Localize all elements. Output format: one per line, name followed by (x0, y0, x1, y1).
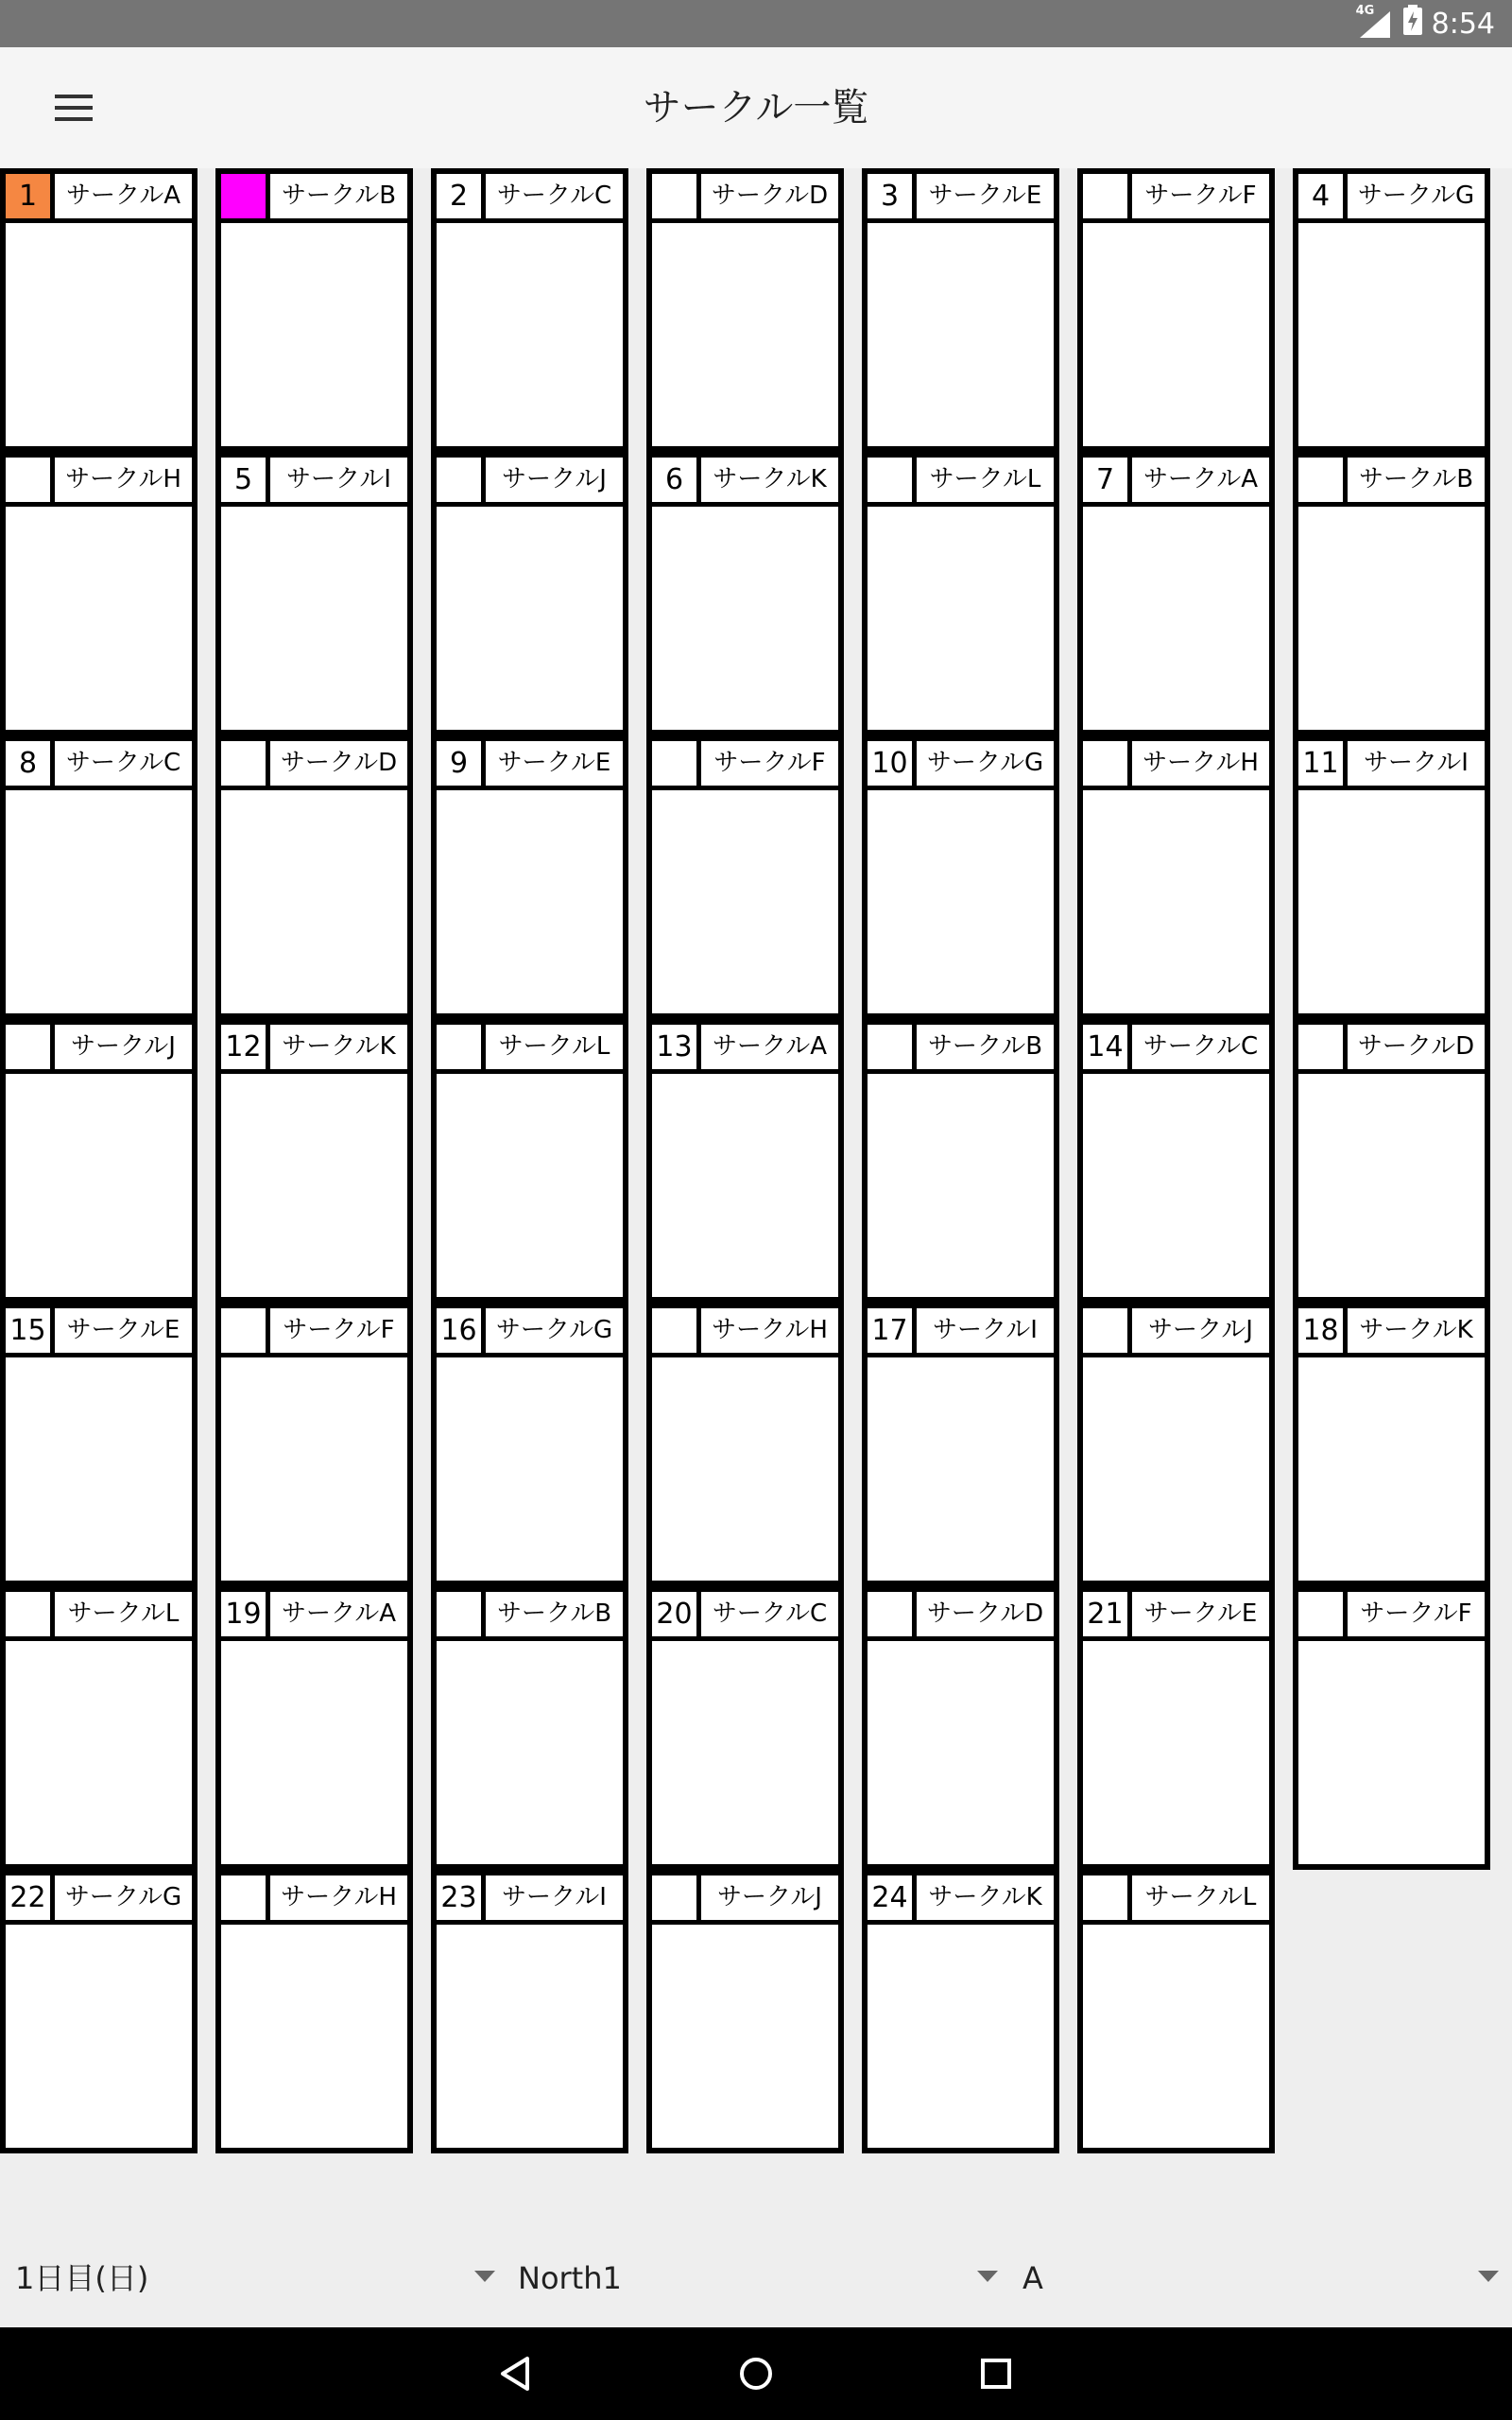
circle-card[interactable] (215, 1870, 413, 2153)
circle-number (868, 1025, 917, 1069)
circle-number (1083, 174, 1132, 218)
network-type-label: 4G (1355, 4, 1375, 18)
circle-name: サークルK (282, 1032, 396, 1061)
circle-card[interactable] (431, 1019, 628, 1303)
battery-charging-icon (1403, 5, 1422, 43)
circle-name: サークルG (1357, 182, 1475, 210)
circle-number (6, 458, 55, 502)
circle-number (868, 1592, 917, 1636)
circle-name: サークルD (1357, 1032, 1475, 1061)
circle-card-header (437, 1308, 623, 1357)
circle-card-header (1298, 741, 1485, 790)
circle-name: サークルH (712, 1316, 828, 1344)
circle-name: サークルE (928, 182, 1042, 210)
circle-card[interactable] (0, 1019, 198, 1303)
circle-number: 6 (652, 458, 701, 502)
circle-name: サークルA (65, 182, 180, 210)
circle-card-header (652, 1025, 838, 1074)
circle-number (868, 458, 917, 502)
circle-card-header (1298, 1025, 1485, 1074)
circle-card[interactable] (646, 1870, 844, 2153)
circle-name: サークルH (65, 465, 181, 493)
status-icons (1356, 0, 1495, 47)
circle-number: 3 (868, 174, 917, 218)
circle-card[interactable] (1077, 1303, 1275, 1586)
circle-number: 2 (437, 174, 486, 218)
circle-card-header (652, 174, 838, 223)
day-spinner-value: 1日目(日) (15, 2260, 149, 2296)
circle-name: サークルH (1143, 749, 1259, 777)
circle-card-header (437, 741, 623, 790)
circle-card-header (6, 741, 192, 790)
circle-card[interactable] (862, 1586, 1059, 1870)
circle-card[interactable] (1077, 1019, 1275, 1303)
circle-card[interactable] (862, 452, 1059, 735)
circle-card-header (6, 174, 192, 223)
circle-name: サークルD (280, 749, 398, 777)
circle-card-header (1083, 1025, 1269, 1074)
circle-card[interactable] (431, 1586, 628, 1870)
hamburger-menu-icon (55, 94, 93, 122)
circle-card[interactable] (1077, 452, 1275, 735)
circle-card-header (868, 174, 1054, 223)
circle-card[interactable] (0, 1870, 198, 2153)
circle-number (221, 1308, 270, 1353)
circle-name: サークルI (933, 1316, 1038, 1344)
circle-card[interactable] (215, 735, 413, 1019)
circle-card-header (221, 174, 407, 223)
home-button[interactable] (728, 2345, 784, 2402)
circle-card[interactable] (1293, 735, 1490, 1019)
circle-card[interactable] (1293, 168, 1490, 452)
page-title: サークル一覧 (643, 86, 869, 130)
circle-card-header (221, 1592, 407, 1641)
circle-card-header (437, 1592, 623, 1641)
circle-number: 1 (6, 174, 55, 218)
circle-card[interactable] (862, 1303, 1059, 1586)
circle-card-header (1083, 458, 1269, 507)
circle-card[interactable] (646, 735, 844, 1019)
circle-name: サークルD (711, 182, 829, 210)
circle-name: サークルA (712, 1032, 827, 1061)
circle-card[interactable] (431, 452, 628, 735)
status-bar (0, 0, 1512, 47)
circle-number (652, 1308, 701, 1353)
circle-card[interactable] (215, 1586, 413, 1870)
circle-number (437, 1025, 486, 1069)
circle-card-header (868, 458, 1054, 507)
circle-number: 24 (868, 1876, 917, 1920)
app-bar (0, 47, 1512, 168)
back-triangle-icon (497, 2355, 535, 2393)
circle-name: サークルA (281, 1599, 396, 1628)
circle-name: サークルB (927, 1032, 1043, 1061)
circle-card[interactable] (1077, 168, 1275, 452)
circle-name: サークルI (1364, 749, 1469, 777)
circle-card[interactable] (431, 1870, 628, 2153)
circle-number (1083, 741, 1132, 786)
circle-card[interactable] (215, 1019, 413, 1303)
circle-card-header (652, 1876, 838, 1925)
circle-name: サークルK (928, 1883, 1042, 1911)
circle-number: 5 (221, 458, 270, 502)
circle-card[interactable] (646, 168, 844, 452)
home-circle-icon (737, 2355, 775, 2393)
circle-card-header (1298, 174, 1485, 223)
circle-number: 19 (221, 1592, 270, 1636)
circle-card-header (1298, 1308, 1485, 1357)
circle-name: サークルD (926, 1599, 1044, 1628)
circle-name: サークルG (926, 749, 1044, 777)
circle-card-header (868, 1308, 1054, 1357)
circle-card[interactable] (431, 1303, 628, 1586)
circle-number (6, 1025, 55, 1069)
block-spinner[interactable] (1022, 2231, 1500, 2325)
menu-button[interactable] (45, 79, 102, 136)
circle-name: サークルL (1144, 1883, 1257, 1911)
circle-card-header (652, 1308, 838, 1357)
circle-number (221, 174, 270, 218)
circle-name: サークルC (1143, 1032, 1259, 1061)
circle-card-header (652, 741, 838, 790)
circle-number (1083, 1876, 1132, 1920)
circle-card[interactable] (1293, 1303, 1490, 1586)
circle-name: サークルC (712, 1599, 828, 1628)
circle-card-header (6, 1876, 192, 1925)
circle-card-header (868, 741, 1054, 790)
circle-card-header (221, 1308, 407, 1357)
circle-number (652, 1876, 701, 1920)
signal-icon (1355, 4, 1394, 40)
circle-number: 4 (1298, 174, 1348, 218)
circle-number (1298, 1592, 1348, 1636)
recents-button[interactable] (968, 2345, 1024, 2402)
circle-card[interactable] (1077, 1586, 1275, 1870)
filter-bar (0, 2231, 1512, 2325)
circle-name: サークルJ (717, 1883, 822, 1911)
circle-number (652, 741, 701, 786)
circle-card-header (652, 1592, 838, 1641)
circle-number: 13 (652, 1025, 701, 1069)
circle-card-header (868, 1025, 1054, 1074)
navigation-bar (0, 2327, 1512, 2420)
circle-card[interactable] (431, 168, 628, 452)
hall-spinner[interactable] (518, 2231, 1000, 2325)
circle-name: サークルJ (71, 1032, 176, 1061)
circle-card-header (1083, 1876, 1269, 1925)
circle-card-header (6, 1592, 192, 1641)
circle-name: サークルC (65, 749, 181, 777)
circle-number: 14 (1083, 1025, 1132, 1069)
circle-grid (0, 168, 1512, 2153)
circle-number: 20 (652, 1592, 701, 1636)
circle-number (1298, 458, 1348, 502)
circle-card-header (437, 1876, 623, 1925)
circle-number (437, 458, 486, 502)
circle-card-header (1083, 1308, 1269, 1357)
circle-card[interactable] (862, 168, 1059, 452)
circle-card-header (1083, 174, 1269, 223)
circle-card[interactable] (862, 1019, 1059, 1303)
circle-card[interactable] (215, 1303, 413, 1586)
circle-number (1298, 1025, 1348, 1069)
circle-card-header (868, 1876, 1054, 1925)
back-button[interactable] (488, 2345, 544, 2402)
circle-name: サークルE (497, 749, 611, 777)
circle-card[interactable] (646, 452, 844, 735)
circle-card[interactable] (646, 1586, 844, 1870)
circle-number: 23 (437, 1876, 486, 1920)
circle-name: サークルF (1360, 1599, 1472, 1628)
circle-card[interactable] (0, 1303, 198, 1586)
circle-number (221, 1876, 270, 1920)
circle-card[interactable] (215, 452, 413, 735)
circle-name: サークルI (286, 465, 391, 493)
circle-card[interactable] (1293, 1586, 1490, 1870)
circle-number: 21 (1083, 1592, 1132, 1636)
circle-number: 16 (437, 1308, 486, 1353)
circle-number: 17 (868, 1308, 917, 1353)
circle-name: サークルK (1359, 1316, 1473, 1344)
circle-name: サークルL (929, 465, 1041, 493)
circle-name: サークルF (713, 749, 826, 777)
circle-name: サークルE (1143, 1599, 1258, 1628)
status-time: 8:54 (1431, 7, 1495, 41)
circle-card-header (437, 174, 623, 223)
circle-name: サークルC (496, 182, 612, 210)
circle-number (1083, 1308, 1132, 1353)
circle-card[interactable] (1077, 735, 1275, 1019)
circle-name: サークルJ (502, 465, 607, 493)
circle-card[interactable] (862, 735, 1059, 1019)
circle-number: 18 (1298, 1308, 1348, 1353)
circle-card[interactable] (0, 735, 198, 1019)
circle-name: サークルJ (1148, 1316, 1253, 1344)
circle-card-header (868, 1592, 1054, 1641)
recents-square-icon (977, 2355, 1015, 2393)
circle-card[interactable] (431, 735, 628, 1019)
circle-name: サークルL (498, 1032, 610, 1061)
circle-card-header (437, 1025, 623, 1074)
circle-card[interactable] (1293, 452, 1490, 735)
circle-card-header (1083, 741, 1269, 790)
circle-name: サークルA (1143, 465, 1258, 493)
circle-number (6, 1592, 55, 1636)
block-spinner-value: A (1022, 2260, 1043, 2296)
circle-card-header (6, 1308, 192, 1357)
circle-number: 11 (1298, 741, 1348, 786)
circle-number: 22 (6, 1876, 55, 1920)
circle-name: サークルH (281, 1883, 397, 1911)
circle-card-header (221, 1025, 407, 1074)
circle-name: サークルE (66, 1316, 180, 1344)
dropdown-arrow-icon (474, 2271, 495, 2282)
circle-number (437, 1592, 486, 1636)
circle-card-header (437, 458, 623, 507)
circle-name: サークルL (67, 1599, 180, 1628)
dropdown-arrow-icon (977, 2271, 998, 2282)
circle-name: サークルB (496, 1599, 612, 1628)
circle-name: サークルF (1144, 182, 1257, 210)
circle-card-header (6, 458, 192, 507)
circle-card[interactable] (646, 1303, 844, 1586)
circle-card-header (221, 741, 407, 790)
circle-name: サークルI (502, 1883, 607, 1911)
circle-card[interactable] (0, 1586, 198, 1870)
circle-card[interactable] (1293, 1019, 1490, 1303)
circle-number (652, 174, 701, 218)
circle-number: 8 (6, 741, 55, 786)
circle-name: サークルF (283, 1316, 395, 1344)
circle-name: サークルG (495, 1316, 613, 1344)
circle-number: 9 (437, 741, 486, 786)
circle-card-header (1083, 1592, 1269, 1641)
circle-card-header (1298, 1592, 1485, 1641)
circle-card[interactable] (0, 168, 198, 452)
circle-card[interactable] (646, 1019, 844, 1303)
circle-card-header (221, 458, 407, 507)
circle-card-header (652, 458, 838, 507)
circle-name: サークルK (713, 465, 827, 493)
circle-number: 7 (1083, 458, 1132, 502)
circle-number: 10 (868, 741, 917, 786)
circle-card[interactable] (1077, 1870, 1275, 2153)
circle-card-header (1298, 458, 1485, 507)
dropdown-arrow-icon (1478, 2271, 1499, 2282)
circle-card[interactable] (862, 1870, 1059, 2153)
day-spinner[interactable] (15, 2231, 497, 2325)
circle-card[interactable] (215, 168, 413, 452)
circle-card-header (221, 1876, 407, 1925)
circle-name: サークルB (281, 182, 397, 210)
hall-spinner-value: North1 (518, 2260, 622, 2296)
circle-card[interactable] (0, 452, 198, 735)
circle-number (221, 741, 270, 786)
circle-card-header (6, 1025, 192, 1074)
circle-number: 15 (6, 1308, 55, 1353)
circle-name: サークルB (1358, 465, 1474, 493)
circle-name: サークルG (64, 1883, 182, 1911)
circle-number: 12 (221, 1025, 270, 1069)
